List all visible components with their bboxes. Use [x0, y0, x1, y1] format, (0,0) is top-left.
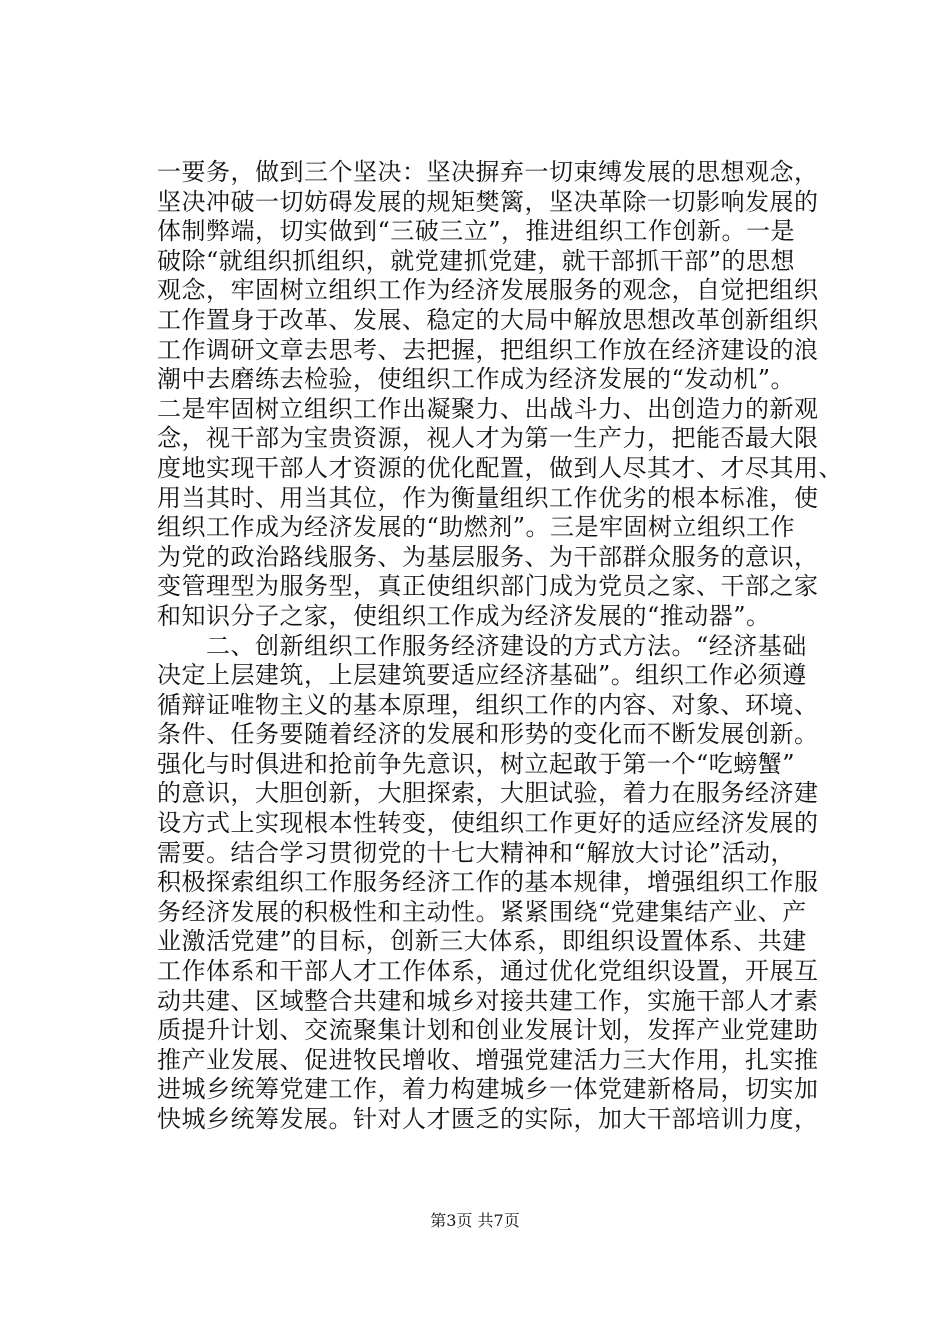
text-line: 工作调研文章去思考、去把握，把组织工作放在经济建设的浪: [157, 335, 819, 364]
text-line: 变管理型为服务型，真正使组织部门成为党员之家、干部之家: [157, 572, 819, 601]
text-line: 观念，牢固树立组织工作为经济发展服务的观念，自觉把组织: [157, 276, 819, 305]
text-line: 快城乡统筹发展。针对人才匮乏的实际，加大干部培训力度，: [157, 1105, 819, 1133]
text-line: 工作体系和干部人才工作体系，通过优化党组织设置，开展互: [157, 957, 819, 986]
text-line: 用当其时、用当其位，作为衡量组织工作优劣的根本标准，使: [157, 483, 819, 512]
text-line: 务经济发展的积极性和主动性。紧紧围绕“党建集结产业、产: [157, 897, 807, 926]
text-line: 度地实现干部人才资源的优化配置，做到人尽其才、才尽其用、: [157, 453, 843, 482]
text-line: 念，视干部为宝贵资源，视人才为第一生产力，把能否最大限: [157, 424, 819, 453]
text-line: 质提升计划、交流聚集计划和创业发展计划，发挥产业党建助: [157, 1016, 819, 1045]
text-line: 业激活党建”的目标，创新三大体系，即组织设置体系、共建: [157, 927, 807, 956]
text-line: 体制弊端，切实做到“三破三立”，推进组织工作创新。一是: [157, 217, 796, 246]
text-line: 和知识分子之家，使组织工作成为经济发展的“推动器”。: [157, 601, 771, 630]
text-line: 坚决冲破一切妨碍发展的规矩樊篱，坚决革除一切影响发展的: [157, 187, 819, 216]
text-line: 一要务，做到三个坚决：坚决摒弃一切束缚发展的思想观念，: [157, 158, 819, 186]
text-line: 循辩证唯物主义的基本原理，组织工作的内容、对象、环境、: [157, 690, 819, 719]
text-line: 进城乡统筹党建工作，着力构建城乡一体党建新格局，切实加: [157, 1075, 819, 1104]
text-line: 动共建、区域整合共建和城乡对接共建工作，实施干部人才素: [157, 986, 819, 1015]
text-line: 决定上层建筑，上层建筑要适应经济基础”。组织工作必须遵: [157, 661, 807, 690]
text-line: 二是牢固树立组织工作出凝聚力、出战斗力、出创造力的新观: [157, 394, 819, 423]
section-heading-line: 二、创新组织工作服务经济建设的方式方法。“经济基础: [157, 631, 807, 660]
page-number-footer: 第3页 共7页: [430, 1211, 520, 1230]
text-line: 强化与时俱进和抢前争先意识，树立起敢于第一个“吃螃蟹”: [157, 749, 796, 778]
text-line: 需要。结合学习贯彻党的十七大精神和“解放大讨论”活动，: [157, 838, 796, 867]
text-line: 为党的政治路线服务、为基层服务、为干部群众服务的意识，: [157, 542, 819, 571]
text-line: 推产业发展、促进牧民增收、增强党建活力三大作用，扎实推: [157, 1045, 819, 1074]
text-line: 设方式上实现根本性转变，使组织工作更好的适应经济发展的: [157, 809, 819, 838]
text-line: 的意识，大胆创新，大胆探索，大胆试验，着力在服务经济建: [157, 779, 819, 808]
body-text: [157, 158, 857, 1135]
text-line: 积极探索组织工作服务经济工作的基本规律，增强组织工作服: [157, 868, 819, 897]
text-line: 破除“就组织抓组织，就党建抓党建，就干部抓干部”的思想: [157, 246, 796, 275]
text-line: 潮中去磨练去检验，使组织工作成为经济发展的“发动机”。: [157, 365, 796, 394]
text-line: 工作置身于改革、发展、稳定的大局中解放思想改革创新组织: [157, 305, 819, 334]
text-line: 组织工作成为经济发展的“助燃剂”。三是牢固树立组织工作: [157, 513, 796, 542]
text-line: 条件、任务要随着经济的发展和形势的变化而不断发展创新。: [157, 720, 819, 749]
